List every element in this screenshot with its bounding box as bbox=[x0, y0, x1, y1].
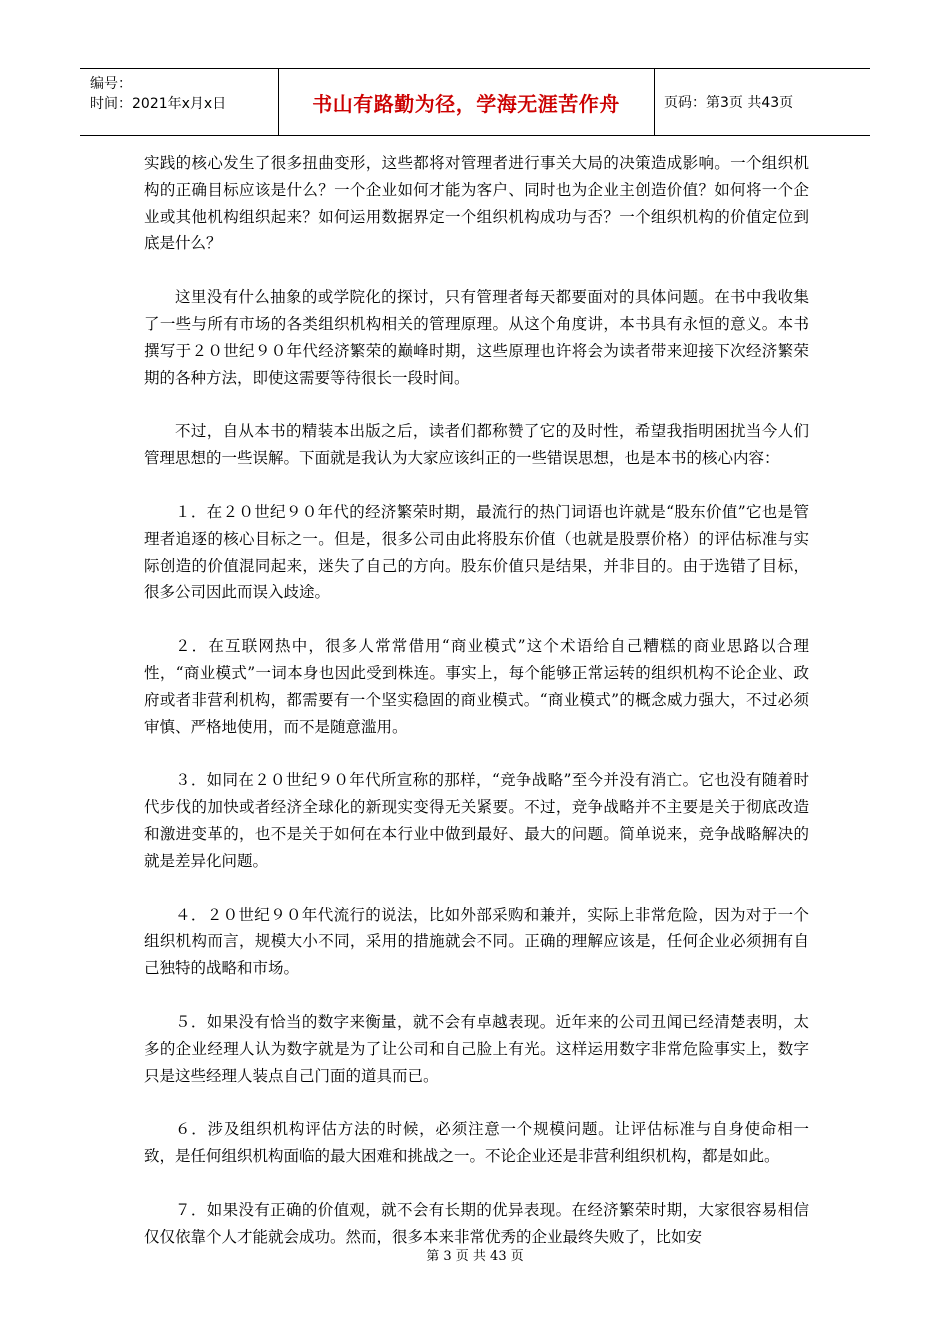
body-paragraph: 实践的核心发生了很多扭曲变形，这些都将对管理者进行事关大局的决策造成影响。一个组织机构的正确目标应该是什么？一个企业如何才能为客户、同时也为企业主创造价值？如何将一个企业或其他机构组织起来？如何运用数据界定一个组织机构成功与否？一个组织机构的价值定位到底是什么？ bbox=[144, 154, 809, 253]
list-item-paragraph: ７．如果没有正确的价值观，就不会有长期的优异表现。在经济繁荣时期，大家很容易相信仅仅依靠个人才能就会成功。然而，很多本来非常优秀的企业最终失败了，比如安 bbox=[144, 1200, 809, 1246]
list-item-paragraph: ６．涉及组织机构评估方法的时候，必须注意一个规模问题。让评估标准与自身使命相一致，是任何组织机构面临的最大困难和挑战之一。不论企业还是非营利组织机构，都是如此。 bbox=[144, 1120, 809, 1166]
header-page-cell bbox=[654, 69, 870, 135]
header-page-number: 页码：第3页 共43页 bbox=[664, 95, 794, 111]
body-paragraph: 这里没有什么抽象的或学院化的探讨，只有管理者每天都要面对的具体问题。在书中我收集了一些与所有市场的各类组织机构相关的管理原理。从这个角度讲，本书具有永恒的意义。本书撰写于２０世纪９０年代经济繁荣的巅峰时期，这些原理也许将会为读者带来迎接下次经济繁荣期的各种方法，即使这需要等待很长一段时间。 bbox=[144, 288, 809, 387]
page-footer: 第 3 页 共 43 页 bbox=[426, 1249, 524, 1264]
list-item-paragraph: ４．２０世纪９０年代流行的说法，比如外部采购和兼并，实际上非常危险，因为对于一个组织机构而言，规模大小不同，采用的措施就会不同。正确的理解应该是，任何企业必须拥有自己独特的战略和市场。 bbox=[144, 905, 809, 978]
header-motto: 书山有路勤为径，学海无涯苦作舟 bbox=[312, 91, 620, 116]
list-item-paragraph: １．在２０世纪９０年代的经济繁荣时期，最流行的热门词语也许就是“股东价值”它也是管理者追逐的核心目标之一。但是，很多公司由此将股东价值（也就是股票价格）的评估标准与实际创造的价值混同起来，迷失了自己的方向。股东价值只是结果，并非目的。由于选错了目标，很多公司因此而误入歧途。 bbox=[144, 502, 809, 602]
list-item-paragraph: ３．如同在２０世纪９０年代所宣称的那样，“竞争战略”至今并没有消亡。它也没有随着时代步伐的加快或者经济全球化的新现实变得无关紧要。不过，竞争战略并不主要是关于彻底改造和激进变革的，也不是关于如何在本行业中做到最好、最大的问题。简单说来，竞争战略解决的就是差异化问题。 bbox=[144, 771, 809, 870]
document-date-label: 时间：2021年x月x日 bbox=[90, 96, 227, 112]
page-header bbox=[80, 68, 870, 136]
header-info-cell bbox=[80, 69, 279, 135]
document-body bbox=[144, 150, 809, 1278]
header-motto-cell bbox=[278, 69, 655, 135]
list-item-paragraph: ５．如果没有恰当的数字来衡量，就不会有卓越表现。近年来的公司丑闻已经清楚表明，太多的企业经理人认为数字就是为了让公司和自己脸上有光。这样运用数字非常危险事实上，数字只是这些经理人装点自己门面的道具而已。 bbox=[144, 1012, 809, 1085]
body-paragraph: 不过，自从本书的精装本出版之后，读者们都称赞了它的及时性，希望我指明困扰当今人们管理思想的一些误解。下面就是我认为大家应该纠正的一些错误思想，也是本书的核心内容： bbox=[144, 422, 809, 468]
list-item-paragraph: ２．在互联网热中，很多人常常借用“商业模式”这个术语给自己糟糕的商业思路以合理性，“商业模式”一词本身也因此受到株连。事实上，每个能够正常运转的组织机构不论企业、政府或者非营利机构，都需要有一个坚实稳固的商业模式。“商业模式”的概念威力强大，不过必须审慎、严格地使用，而不是随意滥用。 bbox=[144, 637, 809, 736]
document-number-label: 编号： bbox=[90, 76, 132, 92]
